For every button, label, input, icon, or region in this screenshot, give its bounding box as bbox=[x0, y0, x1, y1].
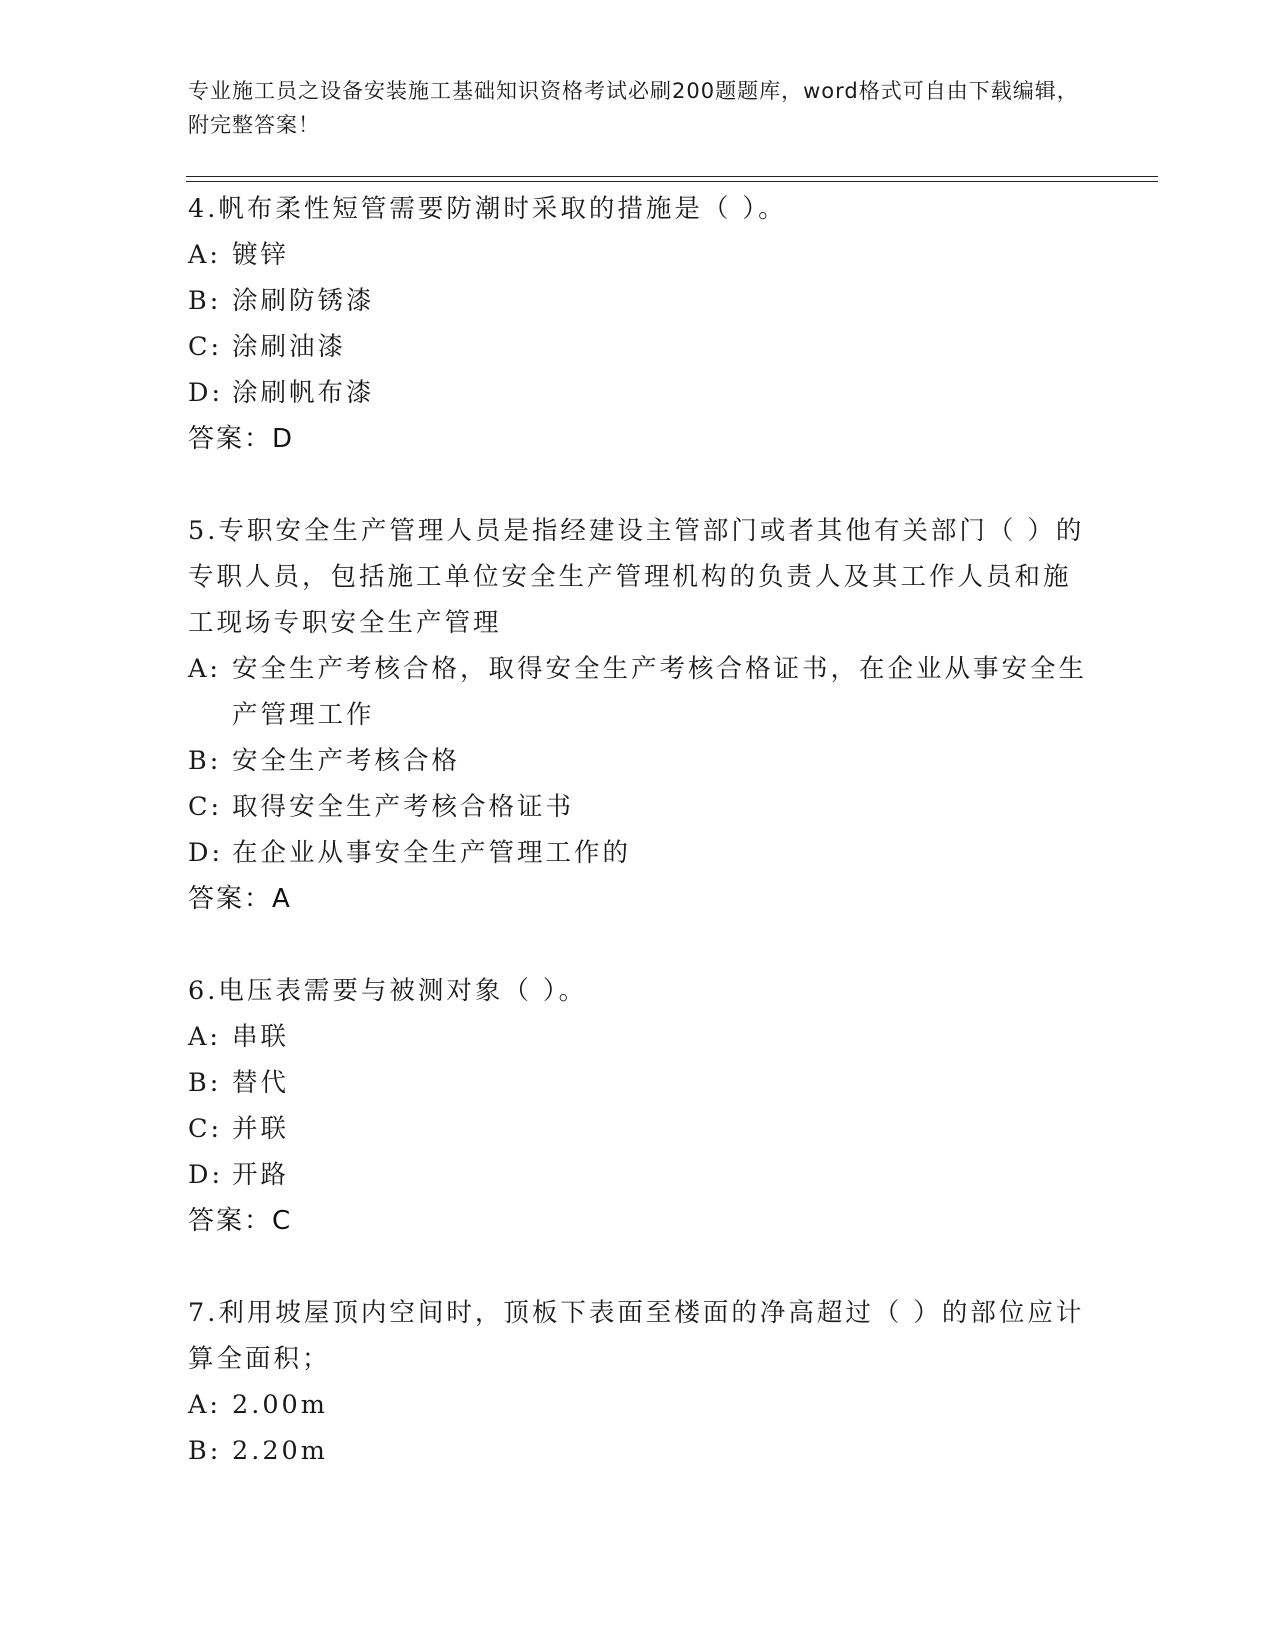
option-b bbox=[188, 738, 1088, 784]
question-item bbox=[188, 968, 1088, 1244]
option-key: B: bbox=[188, 286, 222, 316]
answer-line: 答案：A bbox=[188, 884, 292, 914]
option-key: A: bbox=[188, 1390, 222, 1420]
option-c bbox=[188, 1106, 1088, 1152]
option-text: 取得安全生产考核合格证书 bbox=[232, 792, 575, 822]
option-d bbox=[188, 1152, 1088, 1198]
header-divider-bottom bbox=[186, 181, 1158, 182]
option-key: B: bbox=[188, 1436, 222, 1466]
option-b bbox=[188, 278, 1088, 324]
question-stem: 7.利用坡屋顶内空间时，顶板下表面至楼面的净高超过（ ）的部位应计算全面积； bbox=[188, 1298, 1085, 1374]
option-a bbox=[188, 1014, 1088, 1060]
question-item bbox=[188, 186, 1088, 462]
header-divider-top bbox=[186, 176, 1158, 177]
option-text: 2.20m bbox=[232, 1436, 328, 1466]
question-item bbox=[188, 508, 1088, 922]
option-a bbox=[188, 646, 1088, 738]
question-stem: 5.专职安全生产管理人员是指经建设主管部门或者其他有关部门（ ）的专职人员，包括施工单位安全生产管理机构的负责人及其工作人员和施工现场专职安全生产管理 bbox=[188, 516, 1085, 638]
answer-line: 答案：D bbox=[188, 424, 295, 454]
option-b bbox=[188, 1060, 1088, 1106]
question-list bbox=[188, 186, 1088, 1474]
option-text: 2.00m bbox=[232, 1390, 328, 1420]
option-text: 在企业从事安全生产管理工作的 bbox=[232, 838, 632, 868]
option-text: 串联 bbox=[232, 1022, 290, 1052]
option-text: 安全生产考核合格，取得安全生产考核合格证书，在企业从事安全生产管理工作 bbox=[232, 654, 1088, 730]
option-c bbox=[188, 324, 1088, 370]
option-key: D: bbox=[188, 1160, 224, 1190]
option-c bbox=[188, 784, 1088, 830]
option-text: 并联 bbox=[232, 1114, 290, 1144]
option-key: B: bbox=[188, 746, 222, 776]
option-text: 涂刷防锈漆 bbox=[232, 286, 375, 316]
answer-line: 答案：C bbox=[188, 1206, 293, 1236]
option-text: 替代 bbox=[232, 1068, 290, 1098]
option-text: 镀锌 bbox=[232, 240, 290, 270]
option-text: 安全生产考核合格 bbox=[232, 746, 461, 776]
option-a bbox=[188, 232, 1088, 278]
option-key: B: bbox=[188, 1068, 222, 1098]
option-b bbox=[188, 1428, 1088, 1474]
option-key: D: bbox=[188, 838, 224, 868]
question-item bbox=[188, 1290, 1088, 1474]
option-key: C: bbox=[188, 1114, 223, 1144]
option-key: C: bbox=[188, 792, 223, 822]
option-key: C: bbox=[188, 332, 223, 362]
question-stem: 6.电压表需要与被测对象（ ）。 bbox=[188, 976, 588, 1006]
option-text: 涂刷帆布漆 bbox=[232, 378, 375, 408]
option-text: 开路 bbox=[232, 1160, 290, 1190]
option-key: A: bbox=[188, 240, 222, 270]
option-key: A: bbox=[188, 654, 222, 684]
option-d bbox=[188, 370, 1088, 416]
option-key: A: bbox=[188, 1022, 222, 1052]
document-header: 专业施工员之设备安装施工基础知识资格考试必刷200题题库，word格式可自由下载编辑，附完整答案！ bbox=[188, 79, 1079, 137]
option-key: D: bbox=[188, 378, 224, 408]
option-d bbox=[188, 830, 1088, 876]
option-text: 涂刷油漆 bbox=[232, 332, 347, 362]
option-a bbox=[188, 1382, 1088, 1428]
question-stem: 4.帆布柔性短管需要防潮时采取的措施是（ ）。 bbox=[188, 194, 787, 224]
